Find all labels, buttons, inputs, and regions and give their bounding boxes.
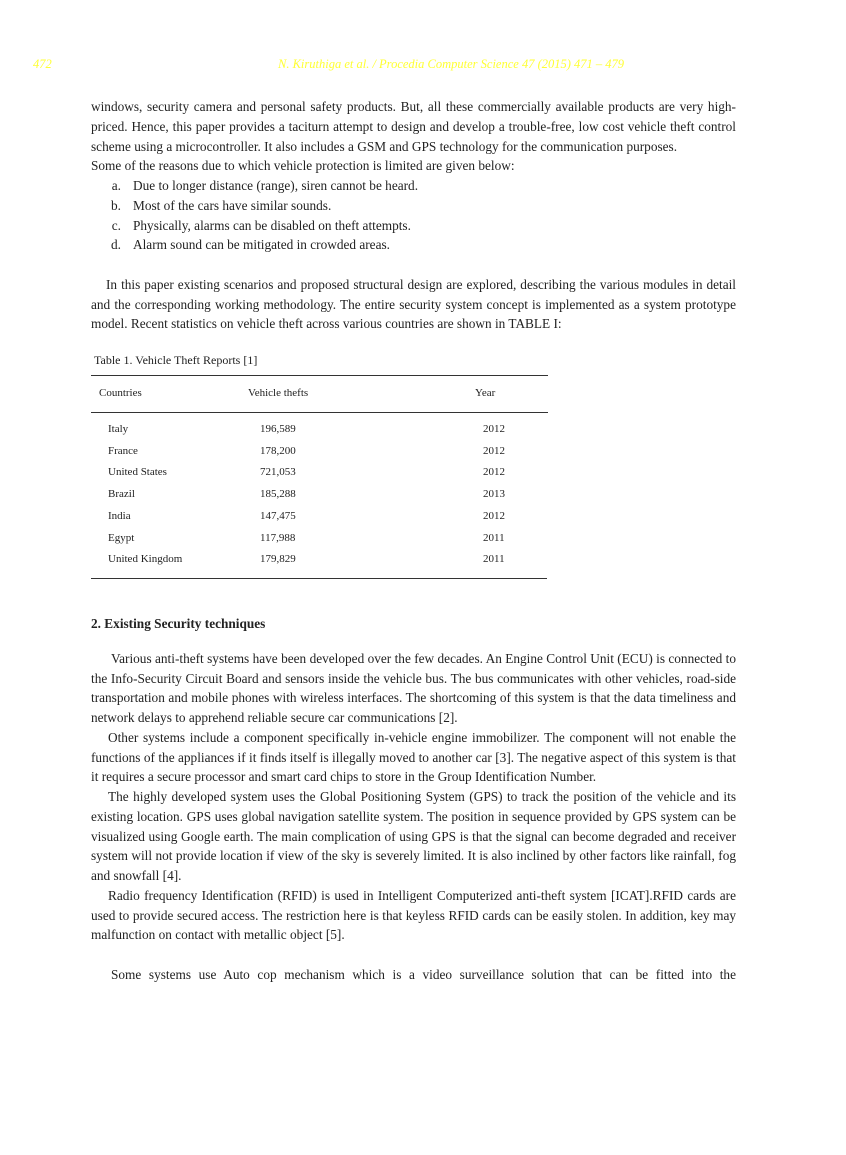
list-item (91, 196, 736, 216)
year-cell: 2012 (483, 509, 505, 522)
table-row (91, 462, 548, 484)
country-cell: United States (108, 466, 167, 479)
list-item (91, 176, 736, 196)
country-cell: France (108, 444, 138, 457)
year-cell: 2012 (483, 466, 505, 479)
list-marker: d. (111, 237, 121, 253)
list-item (91, 216, 736, 236)
thefts-cell: 185,288 (260, 488, 296, 500)
table-row (91, 506, 548, 528)
column-header: Vehicle thefts (248, 387, 309, 399)
table-row (91, 484, 548, 506)
section-heading: 2. Existing Security techniques (91, 616, 266, 631)
table-header-row (91, 376, 548, 413)
paragraph: Some systems use Auto cop mechanism which is a video surveillance solution that can be fitted into the (111, 966, 736, 982)
table-row (91, 528, 548, 550)
list-marker: c. (111, 217, 121, 233)
year-cell: 2011 (483, 553, 505, 566)
year-cell: 2012 (483, 422, 505, 435)
table-caption: Table 1. Vehicle Theft Reports [1] (94, 353, 258, 367)
reasons-list (91, 176, 736, 255)
page-number: 472 (33, 57, 52, 71)
country-cell: Italy (108, 422, 129, 435)
country-cell: United Kingdom (108, 553, 183, 566)
list-text: Due to longer distance (range), siren cannot be heard. (133, 178, 419, 193)
year-cell: 2013 (483, 488, 505, 500)
table-row (91, 549, 548, 578)
list-text: Physically, alarms can be disabled on theft attempts. (133, 217, 411, 233)
year-cell: 2011 (483, 531, 505, 544)
page-body (91, 97, 736, 985)
paragraph: Radio frequency Identification (RFID) is used in Intelligent Computerized anti-theft system [ICAT].RFID cards are used to provide secured access. The restriction here is that keyless RFID cards can be easily stolen. In addition, key may malfunction on contact with metallic object [5]. (91, 887, 736, 943)
year-cell: 2012 (483, 444, 505, 457)
column-header: Countries (99, 387, 142, 399)
paragraph: Other systems include a component specifically in-vehicle engine immobilizer. The component will not enable the functions of the appliances if it finds itself is illegally moved to another car [3]. The negative aspect of this system is that it requires a secure processor and smart card chips to store in the Group Identification Number. (91, 729, 736, 785)
paragraph: In this paper existing scenarios and proposed structural design are explored, describing the various modules in detail and the corresponding working methodology. The entire security system concept is implemented as a system prototype model. Recent statistics on vehicle theft across various countries are shown in TABLE I: (91, 276, 736, 332)
paragraph: windows, security camera and personal safety products. But, all these commercially available products are very high-priced. Hence, this paper provides a taciturn attempt to design and develop a trouble-free, low cost vehicle theft control scheme using a microcontroller. It also includes a GSM and GPS technology for the communication purposes. (91, 99, 736, 154)
running-head: N. Kiruthiga et al. / Procedia Computer Science 47 (2015) 471 – 479 (278, 57, 625, 71)
paragraph: Some of the reasons due to which vehicle protection is limited are given below: (91, 158, 515, 174)
thefts-cell: 178,200 (260, 444, 296, 457)
paragraph: The highly developed system uses the Global Positioning System (GPS) to track the position of the vehicle and its existing location. GPS uses global navigation satellite system. The position in sequence provided by GPS system can be visualized using Google earth. The main complication of using GPS is that the signal can become degraded and receiver system will not provide location if view of the sky is severely limited. It is also inclined by other factors like rainfall, fog and snowfall [4]. (91, 789, 736, 883)
country-cell: India (108, 509, 131, 522)
list-text: Alarm sound can be mitigated in crowded areas. (133, 237, 390, 253)
list-item (91, 235, 736, 255)
list-text: Most of the cars have similar sounds. (133, 197, 332, 213)
list-marker: a. (111, 178, 121, 193)
country-cell: Egypt (108, 531, 135, 544)
thefts-cell: 721,053 (260, 466, 296, 479)
column-header: Year (475, 387, 496, 399)
thefts-cell: 179,829 (260, 553, 296, 566)
paragraph: Various anti-theft systems have been developed over the few decades. An Engine Control Unit (ECU) is connected to the Info-Security Circuit Board and sensors inside the vehicle bus. The bus communicates with other vehicles, road-side transportation and mobile phones with wireless interfaces. The shortcoming of this system is that the data timeliness and network delays to apprehend reliable secure car communications [2]. (91, 650, 736, 725)
country-cell: Brazil (108, 488, 135, 500)
vehicle-theft-table (91, 375, 548, 578)
thefts-cell: 196,589 (260, 422, 296, 435)
table-bottom-rule (91, 578, 547, 579)
thefts-cell: 147,475 (260, 509, 296, 522)
table-row (91, 441, 548, 463)
list-marker: b. (111, 197, 121, 213)
table-row (91, 412, 548, 440)
thefts-cell: 117,988 (260, 531, 296, 544)
